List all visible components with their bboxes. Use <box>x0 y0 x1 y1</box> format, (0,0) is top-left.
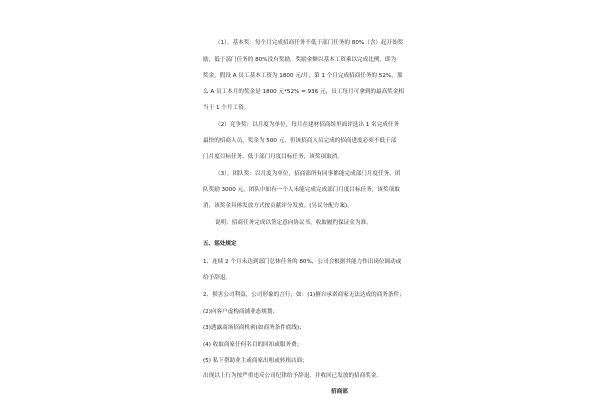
text-line: 1、连续 2 个月未达到部门总体任务的 80%，公司会根据其能力作出岗位调动或 <box>203 259 402 265</box>
section-heading: 五、惩处规定 <box>203 241 237 247</box>
text-line: 出现以上行为按严重违反公司纪律给予辞退，并收回已发放的招商奖金。 <box>203 373 383 379</box>
text-line: (4) 收取商家任何名目的回扣或服务费； <box>203 342 303 348</box>
text-line: (5) 私下帮助业主或商家出租或转租店面； <box>203 358 308 364</box>
text-line: 队奖励 3000 元，团队中如有一个人未能完成完成部门月度目标任务，该奖项取 <box>203 187 400 193</box>
text-line: 说明：招商任务完成以签定意向协议书，收取履约保证金为准。 <box>215 220 372 226</box>
text-line: 给予辞退。 <box>203 275 231 281</box>
text-line: 奖金，假设 A 员工基本工资为 1800 元/月，第 1 个月完成招商任务的 52%，那 <box>203 73 403 79</box>
text-line: (2)向客户虚构商铺业态规划； <box>203 309 279 315</box>
text-line: （3）。团队奖：以月度为单位，招商部所有同事都能完成部门月度任务，团 <box>215 171 401 177</box>
text-line: 么 A 员工本月的奖金是 1800 元*52% = 936 元，员工每月可拿到的最高奖金相 <box>203 89 404 95</box>
text-line: 门月度目标任务，低于部门月度目标任务，该奖项取消。 <box>203 154 343 160</box>
text-line: （1）。基本奖：每个月完成招商任务不低于部门任务的 80%（含）起开始奖 <box>215 40 404 46</box>
text-line: 最快的招商人员，奖金为 500 元，但该招商人员完成的招商进度必须不低于部 <box>203 138 397 144</box>
text-line: (3)透露商场招商机密(如商务条件底线)； <box>203 325 305 331</box>
text-line: 励，低于部门任务的 80%没有奖励，奖励金额以基本工资乘以完成比例，即为 <box>203 57 397 63</box>
text-line: 2、损害公司利益，公司形象的言行，如：(1)擅自承诺商家无法达成的商务条件； <box>203 292 405 298</box>
text-line: （2）竞争奖：以月度为单位，每月在建材招商组里面评选出 1 名完成任务 <box>215 122 400 128</box>
text-line: 消，该奖金具体发放方式按贡献评分发放。(另议分配方案)。 <box>203 203 353 209</box>
text-line: 当于 1 个月工资。 <box>203 105 250 111</box>
signature-department: 招商部 <box>331 389 348 395</box>
